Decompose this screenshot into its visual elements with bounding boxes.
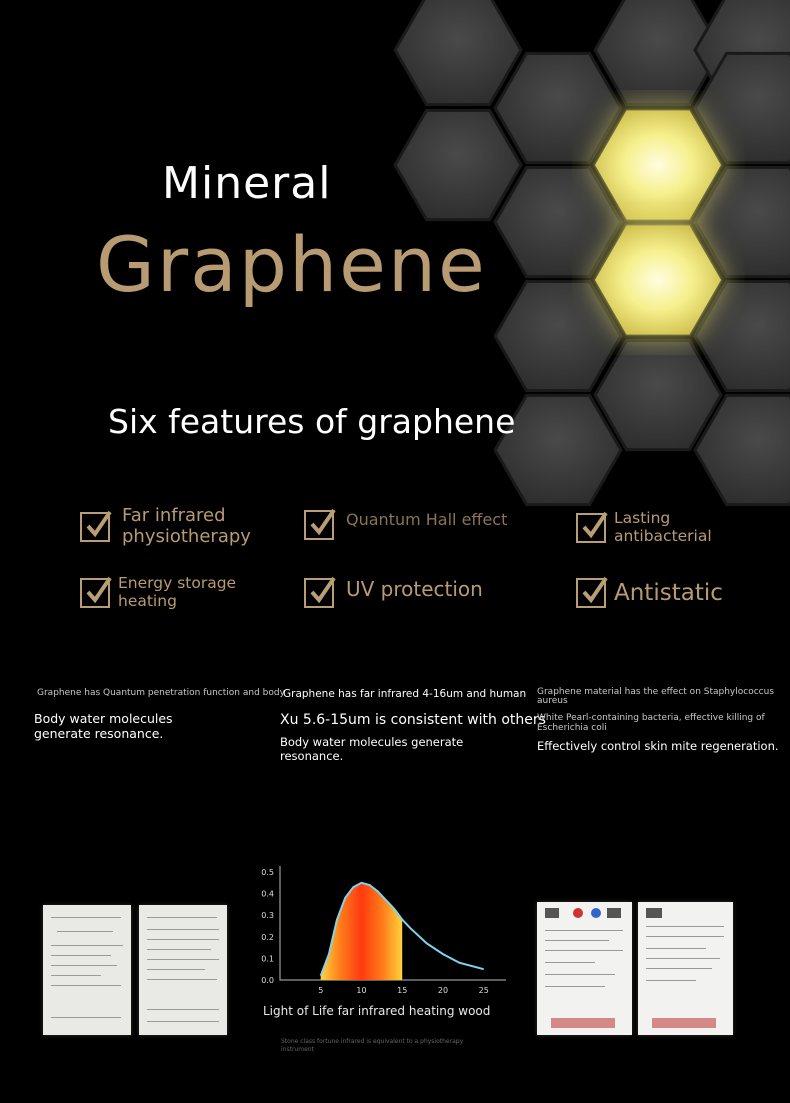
checkbox-icon (576, 578, 606, 608)
y-tick-label: 0.3 (261, 911, 274, 921)
desc-line: Graphene material has the effect on Staphylococcus (537, 687, 775, 697)
feature-quantum-hall (304, 510, 507, 540)
desc-col1-body (34, 711, 173, 741)
desc-line: generate resonance. (34, 726, 164, 741)
feature-label: Energy storage (118, 574, 237, 592)
x-tick-label: 15 (397, 986, 408, 995)
desc-line: resonance. (280, 748, 344, 763)
checkbox-icon (80, 578, 110, 608)
feature-energy-storage (80, 575, 236, 611)
desc-col3-mid (537, 714, 765, 734)
feature-label: Far infrared (122, 505, 226, 526)
feature-label: UV protection (346, 576, 483, 601)
certificate-image (537, 902, 632, 1035)
chart-caption: Light of Life far infrared heating wood (263, 1004, 491, 1018)
x-tick-label: 25 (478, 986, 489, 995)
feature-antibacterial (576, 510, 712, 546)
certificate-image (139, 905, 227, 1035)
certificate-image (638, 902, 733, 1035)
desc-col3-top (537, 688, 774, 706)
desc-line: Escherichia coli (537, 722, 607, 733)
feature-uv-protection (304, 578, 483, 608)
desc-line: aureus (537, 696, 568, 706)
desc-line: White Pearl-containing bacteria, effective killing of (537, 713, 765, 723)
far-infrared-spectrum-chart (240, 855, 510, 995)
feature-label: Quantum Hall effect (346, 509, 508, 529)
certificate-image (43, 905, 131, 1035)
hexagon-tile (595, 340, 721, 449)
feature-label: Lasting (614, 509, 671, 527)
y-tick-label: 0.1 (261, 954, 274, 964)
feature-far-infrared (80, 506, 251, 547)
desc-line: Body water molecules generate (280, 735, 464, 749)
desc-col2-body (280, 736, 463, 764)
y-tick-label: 0.2 (261, 932, 274, 942)
y-tick-label: 0.0 (261, 976, 274, 985)
desc-col1-top: Graphene has Quantum penetration function and body (37, 688, 285, 698)
y-tick-label: 0.4 (261, 889, 274, 899)
feature-label: antibacterial (614, 526, 712, 545)
feature-label: physiotherapy (122, 525, 251, 547)
desc-line: Body water molecules (34, 711, 173, 726)
hexagon-tile (395, 110, 521, 219)
checkbox-icon (304, 578, 334, 608)
checkbox-icon (304, 510, 334, 540)
x-tick-label: 5 (318, 986, 324, 995)
x-tick-label: 10 (356, 986, 367, 995)
feature-antistatic (576, 578, 723, 608)
desc-col2-top: Graphene has far infrared 4-16um and human (283, 688, 527, 700)
feature-label: Antistatic (614, 579, 723, 606)
feature-label: heating (118, 591, 177, 610)
features-heading: Six features of graphene (108, 402, 516, 441)
y-tick-label: 0.5 (261, 868, 274, 877)
checkbox-icon (80, 512, 110, 542)
x-tick-label: 20 (437, 986, 449, 995)
desc-col2-big: Xu 5.6-15um is consistent with others (280, 712, 546, 728)
footnote: Stone class fortune infrared is equivalent to a physiotherapy instrument (281, 1038, 464, 1053)
checkbox-icon (576, 513, 606, 543)
chart-area-band (321, 883, 403, 980)
hexagon-tile (395, 0, 521, 105)
title-mineral: Mineral (162, 158, 332, 209)
desc-col3-body: Effectively control skin mite regeneration. (537, 739, 779, 753)
title-graphene: Graphene (96, 220, 487, 309)
